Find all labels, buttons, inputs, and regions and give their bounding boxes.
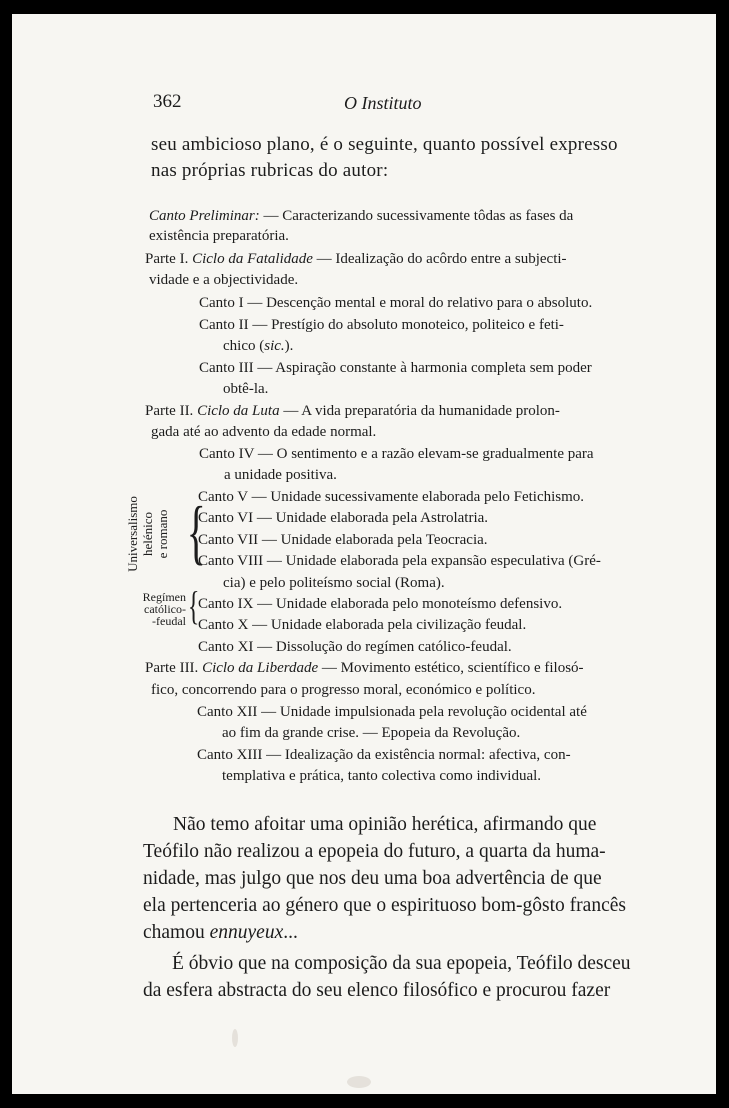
toc-preliminar-cont: existência preparatória.	[149, 228, 289, 244]
side-label-universalismo-3: e romano	[155, 509, 170, 559]
toc-parte-1	[145, 251, 567, 268]
body-p1-line-5-em: ennuyeux	[209, 922, 284, 943]
intro-line-1: seu ambicioso plano, é o seguinte, quanto possível expresso	[151, 134, 618, 155]
toc-preliminar-label: Canto Preliminar:	[149, 208, 260, 224]
toc-canto-12: Canto XII — Unidade impulsionada pela revolução ocidental até	[197, 704, 587, 720]
toc-parte-3	[145, 660, 584, 677]
toc-parte-2-text: — A vida preparatória da humanidade prolon-	[279, 403, 560, 419]
toc-canto-4: Canto IV — O sentimento e a razão elevam-se gradualmente para	[199, 446, 594, 462]
toc-canto-4-cont: a unidade positiva.	[224, 467, 337, 483]
toc-canto-13-cont: templativa e prática, tanto colectiva como individual.	[222, 768, 542, 784]
toc-preliminar-text: — Caracterizando sucessivamente tôdas as fases da	[259, 208, 574, 224]
toc-canto-5: Canto V — Unidade sucessivamente elaborada pelo Fetichismo.	[198, 489, 585, 505]
side-label-regimen	[118, 591, 186, 627]
body-p1-line-5	[143, 922, 298, 944]
toc-parte-2-title: Ciclo da Luta	[197, 403, 280, 419]
body-p1-line-5-a: chamou	[143, 922, 210, 943]
toc-canto-1: Canto I — Descenção mental e moral do relativo para o absoluto.	[199, 295, 593, 311]
toc-canto-6: Canto VI — Unidade elaborada pela Astrolatria.	[198, 510, 489, 526]
side-label-universalismo	[125, 489, 170, 579]
toc-canto-10: Canto X — Unidade elaborada pela civilização feudal.	[198, 617, 527, 633]
body-p2-line-2: da esfera abstracta do seu elenco filosófico e procurou fazer	[143, 980, 611, 1001]
toc-preliminar	[149, 208, 573, 225]
toc-parte-2-cont: gada até ao advento da edade normal.	[151, 424, 377, 440]
toc-canto-8: Canto VIII — Unidade elaborada pela expansão especulativa (Gré-	[198, 553, 601, 569]
book-page	[12, 14, 716, 1094]
side-label-universalismo-1: Universalismo	[125, 496, 140, 572]
toc-canto-3-cont: obtê-la.	[223, 381, 269, 397]
body-p1-line-1: Não temo afoitar uma opinião herética, afirmando que	[173, 814, 597, 835]
toc-canto-2-cont-a: chico (	[223, 338, 265, 354]
toc-parte-1-title: Ciclo da Fatalidade	[192, 251, 313, 267]
intro-line-2: nas próprias rubricas do autor:	[151, 160, 389, 181]
paper-blemish	[347, 1076, 371, 1088]
toc-canto-11: Canto XI — Dissolução do regímen católico-feudal.	[198, 639, 512, 655]
toc-parte-1-cont: vidade e a objectividade.	[149, 272, 299, 288]
side-label-regimen-3: -feudal	[152, 614, 186, 628]
side-label-universalismo-2: helénico	[140, 511, 155, 557]
toc-parte-3-text: — Movimento estético, scientífico e filosó-	[318, 660, 584, 676]
toc-parte-3-cont: fico, concorrendo para o progresso moral, económico e político.	[151, 682, 536, 698]
side-label-regimen-2: católico-	[144, 602, 186, 616]
toc-canto-2-cont-b: ).	[284, 338, 294, 354]
paper-blemish	[232, 1029, 238, 1047]
body-p1-line-2: Teófilo não realizou a epopeia do futuro, a quarta da huma-	[143, 841, 606, 862]
brace-universalismo: {	[186, 492, 206, 572]
toc-canto-7: Canto VII — Unidade elaborada pela Teocracia.	[198, 532, 488, 548]
toc-parte-1-text: — Idealização do acôrdo entre a subjecti-	[312, 251, 567, 267]
toc-canto-12-cont: ao fim da grande crise. — Epopeia da Revolução.	[222, 725, 521, 741]
body-p1-line-4: ela pertenceria ao género que o espirituoso bom-gôsto francês	[143, 895, 626, 916]
brace-regimen: {	[187, 583, 200, 628]
toc-parte-3-title: Ciclo da Liberdade	[202, 660, 319, 676]
toc-canto-9: Canto IX — Unidade elaborada pelo monoteísmo defensivo.	[198, 596, 563, 612]
body-p1-line-3: nidade, mas julgo que nos deu uma boa advertência de que	[143, 868, 602, 889]
body-p1-line-5-b: ...	[283, 922, 298, 943]
toc-parte-1-label: Parte I.	[145, 251, 189, 267]
running-title: O Instituto	[344, 93, 422, 113]
toc-parte-2-label: Parte II.	[145, 403, 194, 419]
toc-canto-8-cont: cia) e pelo politeísmo social (Roma).	[223, 575, 445, 591]
toc-canto-2-cont	[223, 338, 293, 355]
page-number: 362	[153, 91, 182, 112]
toc-canto-2-sic: sic.	[264, 338, 285, 354]
side-label-regimen-1: Regímen	[142, 590, 186, 604]
toc-parte-3-label: Parte III.	[145, 660, 199, 676]
body-p2-line-1: É óbvio que na composição da sua epopeia, Teófilo desceu	[172, 953, 631, 974]
toc-canto-2: Canto II — Prestígio do absoluto monoteico, politeico e feti-	[199, 317, 564, 333]
toc-canto-13: Canto XIII — Idealização da existência normal: afectiva, con-	[197, 747, 571, 763]
toc-canto-3: Canto III — Aspiração constante à harmonia completa sem poder	[199, 360, 592, 376]
toc-parte-2	[145, 403, 560, 420]
